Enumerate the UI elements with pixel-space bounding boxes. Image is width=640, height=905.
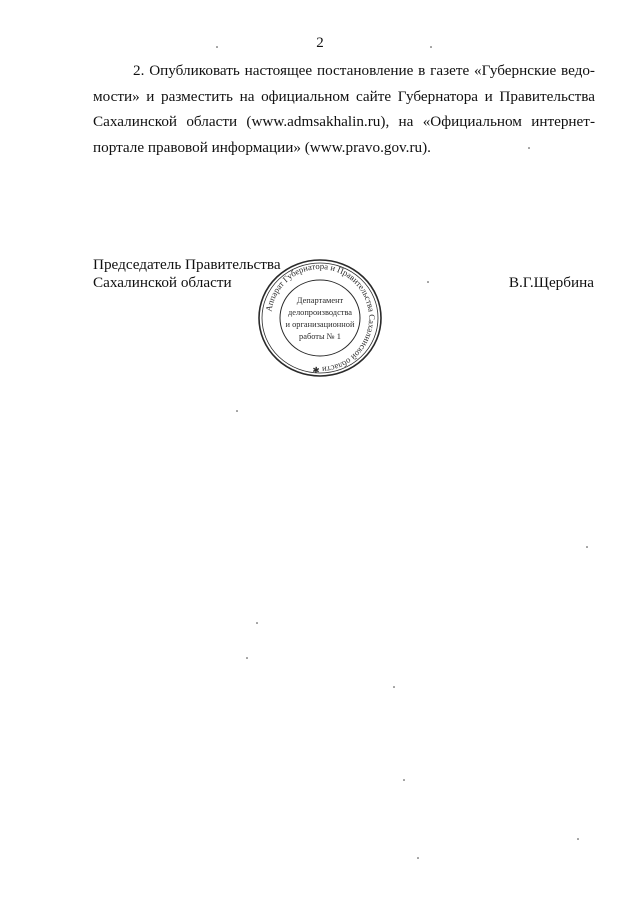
scan-speck (393, 686, 395, 688)
signatory-name: В.Г.Щербина (508, 274, 594, 291)
signatory-title-line: Сахалинской области (93, 274, 232, 291)
seal-inner-line: работы № 1 (299, 332, 341, 341)
scan-speck (528, 147, 530, 149)
scan-speck (577, 838, 579, 840)
scan-speck (246, 657, 248, 659)
scan-speck (427, 281, 429, 283)
paragraph-line: 2. Опубликовать настоящее постановление в газете «Губернские ведо- (133, 62, 595, 79)
paragraph-line: портале правовой информации» (www.pravo.gov.ru). (93, 138, 431, 156)
scan-speck (403, 779, 405, 781)
seal-outer-text: Аппарат Губернатора и Правительства Сахалинской области ✱ (263, 260, 378, 376)
scan-speck (430, 46, 432, 48)
scan-speck (586, 546, 588, 548)
scan-speck (417, 857, 419, 859)
scan-speck (256, 622, 258, 624)
paragraph-publication (93, 58, 595, 160)
seal-inner-line: Департамент (296, 296, 344, 305)
seal-inner-line: и организационной (285, 320, 355, 329)
page-number: 2 (316, 35, 324, 51)
paragraph-line: Сахалинской области (www.admsakhalin.ru), на «Официальном интернет- (93, 113, 595, 130)
scan-speck (236, 410, 238, 412)
official-seal (256, 257, 384, 379)
scan-speck (216, 46, 218, 48)
signatory-title-line: Председатель Правительства (93, 256, 281, 273)
signatory-title (93, 256, 281, 292)
paragraph-line: мости» и разместить на официальном сайте Губернатора и Правительства (93, 87, 595, 105)
seal-inner-line: делопроизводства (287, 308, 353, 317)
